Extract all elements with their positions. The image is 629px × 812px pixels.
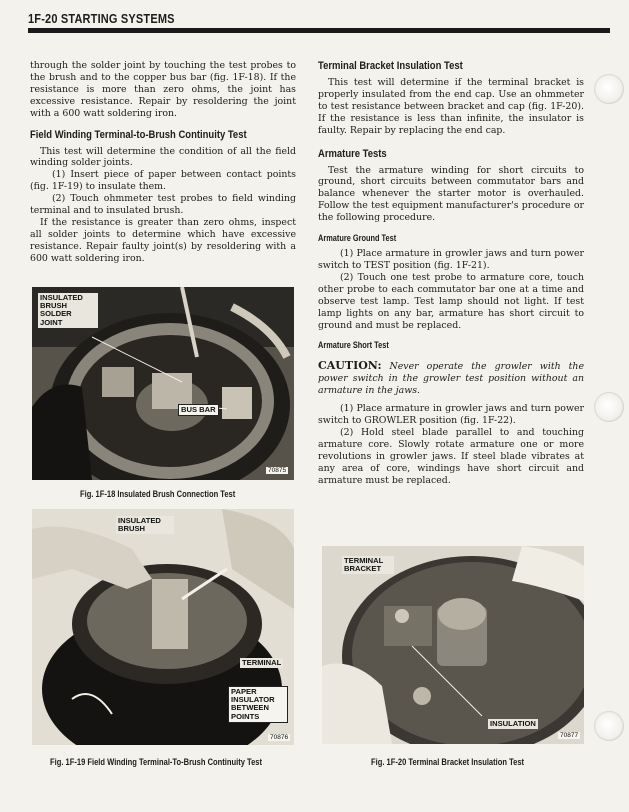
ground-paragraph-2: (2) Touch one test probe to armature core, touch other probe to each commutator bar one at a time and observe test lamp. Test lamp should not light. If test lamp lights on any bar, armature has short circuit to ground and must be replaced.: [318, 271, 584, 331]
figure-number: 70875: [268, 467, 287, 474]
page-title: 1F-20 STARTING SYSTEMS: [28, 12, 175, 26]
figure-1f-18-photo: [32, 287, 294, 480]
armature-short-test-heading: Armature Short Test: [318, 340, 389, 351]
insulated-brush-solder-joint-label: INSULATED BRUSH SOLDER JOINT: [38, 293, 98, 328]
binder-hole: [594, 711, 624, 741]
intro-paragraph: through the solder joint by touching the test probes to the brush and to the copper bus bar (fig. 1F-18). If the resistance is more than zero ohms, the joint has excessive resistance. Repair by resoldering the joint with a 600 watt soldering iron.: [30, 60, 296, 119]
figure-1f-19-caption: Fig. 1F-19 Field Winding Terminal-To-Brush Continuity Test: [50, 757, 263, 767]
short-paragraph-2: (2) Hold steel blade parallel to and touching armature core. Slowly rotate armature one or more revolutions in growler jaws. If steel blade vibrates at any area of core, windings have short circuit and armature must be replaced.: [318, 426, 584, 486]
caution-note: [318, 360, 584, 397]
caution-text: Never operate the growler with the power switch in the growler test position without an armature in the jaws.: [318, 361, 584, 397]
insulated-brush-label: INSULATED BRUSH: [116, 516, 174, 534]
figure-1f-20-photo: [322, 546, 584, 744]
page-header: [28, 12, 610, 33]
ground-paragraph-1: (1) Place armature in growler jaws and turn power switch to TEST position (fig. 1F-21).: [318, 248, 584, 271]
binder-hole: [594, 74, 624, 104]
figure-1f-19-photo: [32, 509, 294, 745]
header-rule: [28, 28, 610, 33]
figure-1f-20-caption: Fig. 1F-20 Terminal Bracket Insulation Test: [371, 757, 525, 767]
short-paragraph-1: (1) Place armature in growler jaws and turn power switch to GROWLER position (fig. 1F-22).: [318, 403, 584, 427]
paper-insulator-label: PAPER INSULATOR BETWEEN POINTS: [228, 686, 288, 723]
right-column: [318, 60, 584, 486]
binder-hole: [594, 392, 624, 422]
figure-number: 70876: [270, 734, 289, 741]
field-winding-heading: Field Winding Terminal-to-Brush Continuity Test: [30, 128, 247, 141]
insulation-label: INSULATION: [490, 719, 536, 728]
armature-ground-test-heading: Armature Ground Test: [318, 233, 397, 244]
armature-tests-heading: Armature Tests: [318, 147, 387, 160]
terminal-label: TERMINAL: [242, 658, 282, 667]
terminal-bracket-heading: Terminal Bracket Insulation Test: [318, 60, 463, 72]
terminal-bracket-end-cap-illustration: [322, 546, 584, 744]
figure-1f-18-caption: Fig. 1F-18 Insulated Brush Connection Test: [80, 489, 236, 499]
bracket-paragraph: This test will determine if the terminal bracket is properly insulated from the end cap. Use an ohmmeter to test resistance between bracket and cap (fig. 1F-20). If the resistance is less than infinite, the insulator is faulty. Repair by replacing the end cap.: [318, 77, 584, 136]
field-paragraph-3: (2) Touch ohmmeter test probes to field winding terminal and to insulated brush.: [30, 193, 296, 217]
left-column: [30, 60, 296, 265]
armature-paragraph: Test the armature winding for short circuits to ground, short circuits between commutator bars and balance whenever the starter motor is overhauled. Follow the test equipment manufacturer's procedure or the following procedure.: [318, 164, 584, 224]
bus-bar-label: BUS BAR: [178, 404, 219, 416]
field-paragraph-2: (1) Insert piece of paper between contact points (fig. 1F-19) to insulate them.: [30, 169, 296, 193]
caution-label: CAUTION:: [318, 359, 382, 373]
figure-number: 70877: [560, 732, 579, 739]
field-paragraph-4: If the resistance is greater than zero ohms, inspect all solder joints to determine which have excessive resistance. Repair faulty joint(s) by resoldering with a 600 watt soldering iron.: [30, 216, 296, 264]
field-paragraph-1: This test will determine the condition of all the field winding solder joints.: [30, 145, 296, 169]
terminal-bracket-label: TERMINAL BRACKET: [342, 556, 394, 574]
